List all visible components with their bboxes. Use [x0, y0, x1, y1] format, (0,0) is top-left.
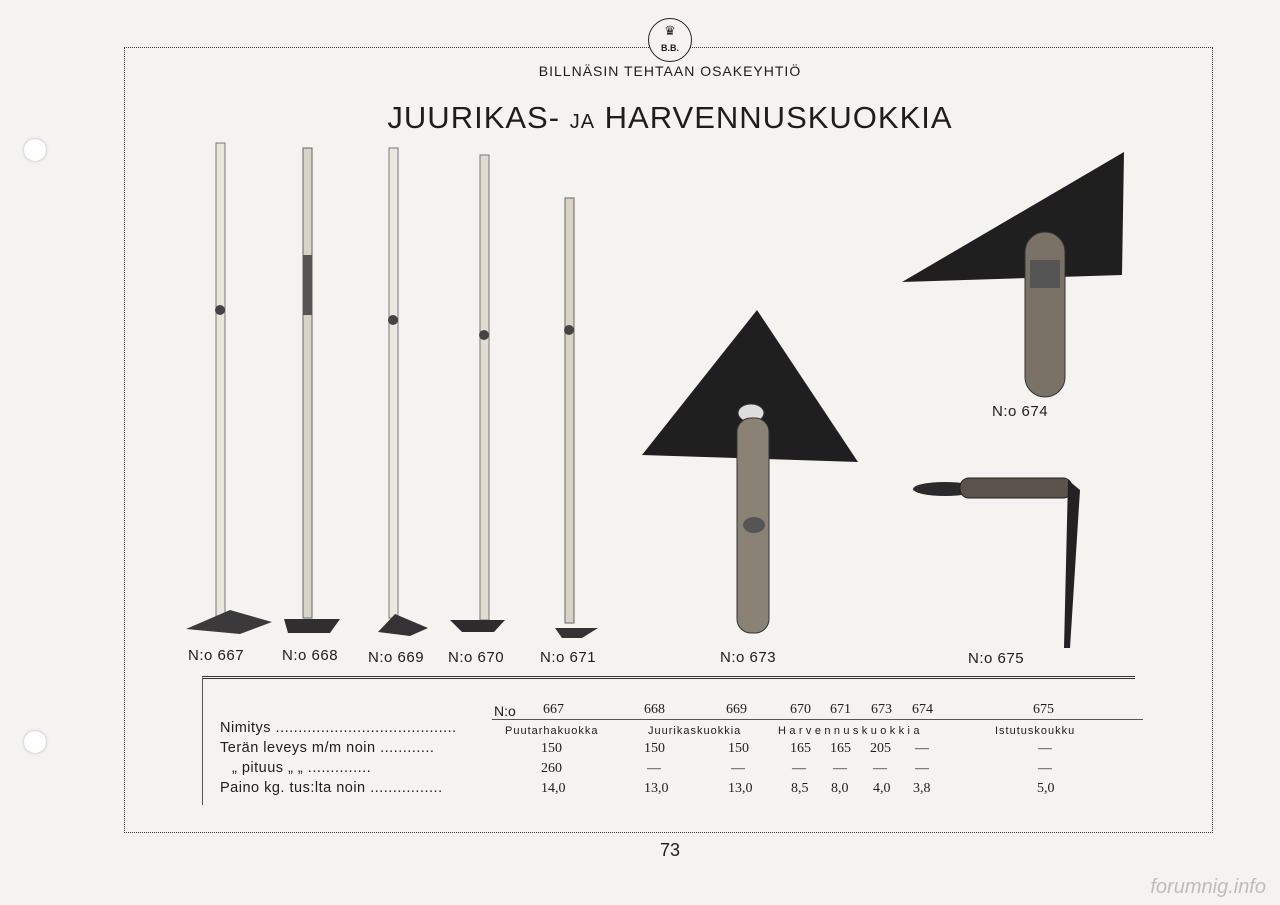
table-number-668: 668 [644, 702, 665, 717]
title-part-2: JA [569, 111, 596, 133]
crown-icon: ♛ [664, 23, 676, 38]
table-number-671: 671 [830, 702, 851, 717]
tool-label-668: N:o 668 [282, 647, 339, 664]
title-part-1: JUURIKAS- [387, 100, 561, 135]
width-673: 205 [870, 741, 891, 756]
name-istutuskoukku: Istutuskoukku [995, 725, 1076, 737]
width-670: 165 [790, 741, 811, 756]
table-no-label: N:o [494, 703, 516, 719]
weight-673: 4,0 [873, 781, 891, 796]
width-675: — [1038, 741, 1052, 756]
title-part-3: HARVENNUSKUOKKIA [604, 100, 953, 135]
weight-671: 8,0 [831, 781, 849, 796]
hoe-675-illustration [913, 478, 1080, 648]
table-number-674: 674 [912, 702, 933, 717]
hoe-668-illustration [284, 148, 340, 633]
row-label-name: Nimitys ........................................ [220, 720, 457, 736]
table-number-675: 675 [1033, 702, 1054, 717]
length-670: — [792, 761, 806, 776]
logo-text: B.B. [661, 43, 679, 53]
table-number-670: 670 [790, 702, 811, 717]
tool-label-667: N:o 667 [188, 647, 245, 664]
weight-667: 14,0 [541, 781, 566, 796]
length-673: — [873, 761, 887, 776]
watermark: forumnig.info [1150, 876, 1266, 898]
weight-669: 13,0 [728, 781, 753, 796]
table-number-673: 673 [871, 702, 892, 717]
row-label-weight: Paino kg. tus:lta noin ................ [220, 780, 443, 796]
weight-668: 13,0 [644, 781, 669, 796]
tool-label-674: N:o 674 [992, 403, 1049, 420]
hoe-669-illustration [378, 148, 428, 636]
length-675: — [1038, 761, 1052, 776]
name-puutarhakuokka: Puutarhakuokka [505, 725, 599, 737]
length-669: — [731, 761, 745, 776]
length-671: — [833, 761, 847, 776]
row-label-length: „ pituus „ „ .............. [232, 760, 372, 776]
length-674: — [915, 761, 929, 776]
tool-label-670: N:o 670 [448, 649, 505, 666]
width-667: 150 [541, 741, 562, 756]
name-juurikaskuokkia: Juurikaskuokkia [648, 725, 742, 737]
tool-label-673: N:o 673 [720, 649, 777, 666]
width-671: 165 [830, 741, 851, 756]
hoe-674-illustration [902, 152, 1124, 397]
weight-670: 8,5 [791, 781, 809, 796]
width-668: 150 [644, 741, 665, 756]
hoe-667-illustration [186, 143, 272, 634]
hoe-673-illustration [642, 310, 858, 633]
tool-label-671: N:o 671 [540, 649, 597, 666]
table-number-669: 669 [726, 702, 747, 717]
hoe-670-illustration [450, 155, 505, 632]
hoe-671-illustration [555, 198, 598, 638]
length-667: 260 [541, 761, 562, 776]
length-668: — [647, 761, 661, 776]
company-name: BILLNÄSIN TEHTAAN OSAKEYHTIÖ [538, 63, 802, 79]
table-number-667: 667 [543, 702, 564, 717]
weight-674: 3,8 [913, 781, 931, 796]
table-header-rule [492, 719, 1143, 720]
page-number: 73 [659, 840, 681, 860]
tool-label-675: N:o 675 [968, 650, 1025, 667]
tool-label-669: N:o 669 [368, 649, 425, 666]
weight-675: 5,0 [1037, 781, 1055, 796]
width-669: 150 [728, 741, 749, 756]
row-label-width: Terän leveys m/m noin ............ [220, 740, 435, 756]
name-harvennuskuokkia: Harvennuskuokkia [778, 725, 923, 737]
width-674: — [915, 741, 929, 756]
